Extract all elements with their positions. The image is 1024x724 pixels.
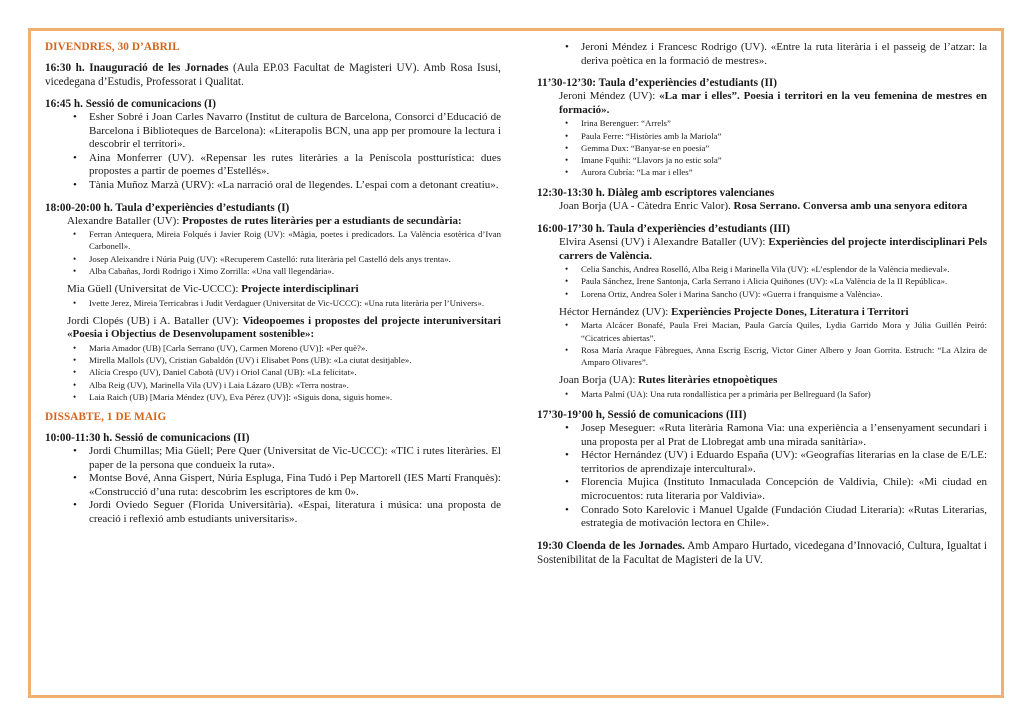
list-item: • Jeroni Méndez i Francesc Rodrigo (UV). «Entre la ruta literària i el passeig de l’atzar: la deriva poètica en la formació de mestres».: [559, 41, 987, 68]
list-item: • Florencia Mujica (Instituto Inmaculada Concepción de Valdivia, Chile): «Mi ciudad en microcuentos: ruta literaria por Valdivia».: [559, 476, 987, 503]
table-1-group-1-heading: Alexandre Bataller (UV): Propostes de rutes literàries per a estudiants de secundària:: [67, 214, 462, 227]
table-1-group-1-list: [45, 228, 501, 277]
list-item: • Alba Reig (UV), Marinella Vila (UV) i Laia Lázaro (UB): «Terra nostra».: [67, 379, 501, 391]
session-2-list: [45, 445, 501, 527]
list-item: • Rosa María Araque Fàbregues, Anna Escrig Escrig, Victor Giner Albero y Joan Gorrita. Estruch: “La Alzira de Amparo Olivares”.: [559, 344, 987, 368]
session-3-block: [537, 408, 987, 531]
list-item: • Aina Monferrer (UV). «Repensar les rutes literàries a la Peníscola postturística: dues propostes a partir de poemes d’Estellés».: [67, 152, 501, 179]
list-item: • Gemma Dux: “Banyar-se en poesia”: [559, 142, 987, 154]
list-item: • Lorena Ortiz, Andrea Soler i Marina Sancho (UV): «Guerra i franquisme a València».: [559, 288, 987, 300]
table-1-block: [45, 201, 501, 403]
list-item: • Imane Fquihi: “Llavors ja no estic sola”: [559, 154, 987, 166]
list-item: • Alícia Crespo (UV), Daniel Cabotà (UV) i Oriol Canal (UB): «La felicitat».: [67, 366, 501, 378]
dialog-block: [537, 186, 987, 214]
table-1-title: 18:00-20:00 h. Taula d’experiències d’estudiants (I): [45, 201, 290, 214]
closing-detail: Amb Amparo Hurtado, vicedegana d’Innovació, Cultura, Igualtat i Sostenibilitat de la Facultat de Magisteri de la UV.: [537, 539, 987, 566]
session-1-title: 16:45 h. Sessió de comunicacions (I): [45, 98, 216, 110]
list-item: • Maria Amador (UB) [Carla Serrano (UV), Carmen Moreno (UV)]: «Per què?».: [67, 342, 501, 354]
list-item: • Montse Bové, Anna Gispert, Núria Espluga, Fina Tudó i Pep Martorell (IES Martí Franquès): «Construcció d’una ruta: descobrim les escriptores de km 0».: [67, 472, 501, 499]
closing-text: [537, 539, 987, 567]
list-item: • Irina Berenguer: “Arrels”: [559, 117, 987, 129]
session-2-continued-list: [537, 41, 987, 68]
table-3-title: 16:00-17’30 h. Taula d’experiències d’estudiants (III): [537, 222, 790, 235]
list-item: • Marta Alcácer Bonafé, Paula Frei Macian, Paula García Quiles, Lydia Garrido Mora y Júlia Guillén Peiró: “Cicatrices abiertas”.: [559, 319, 987, 343]
list-item: • Aurora Cubría: “La mar i elles”: [559, 166, 987, 178]
table-3-group-2-list: [537, 319, 987, 368]
list-item: • Marta Palmí (UA): Una ruta rondallística per a primària per Bellreguard (la Safor): [559, 388, 987, 400]
day-heading-saturday: DISSABTE, 1 DE MAIG: [45, 410, 167, 423]
left-column: [45, 41, 501, 535]
table-3-group-1-heading: Elvira Asensi (UV) i Alexandre Bataller (UV): Experiències del projecte interdisciplinari Pels carrers de València.: [559, 235, 987, 262]
dialog-detail: Joan Borja (UA - Càtedra Enric Valor). Rosa Serrano. Conversa amb una senyora editora: [559, 200, 968, 213]
day-heading-friday: DIVENDRES, 30 D’ABRIL: [45, 41, 180, 53]
session-3-title: 17’30-19’00 h, Sessió de comunicacions (III): [537, 408, 747, 421]
table-3-block: [537, 222, 987, 400]
list-item: • Tània Muñoz Marzà (URV): «La narració oral de llegendes. L’espai com a detonant creatiu».: [67, 179, 501, 193]
table-3-group-1-list: [537, 263, 987, 300]
list-item: • Esher Sobré i Joan Carles Navarro (Institut de cultura de Barcelona, Consorci d’Educació de Barcelona i Biblioteques de Barcelona): «Literapolis BCN, una app per promoure la lectura i descobrir el territori».: [67, 111, 501, 152]
table-3-group-2-heading: Héctor Hernández (UV): Experiències Projecte Dones, Literatura i Territori: [559, 305, 909, 318]
session-2-continued: [537, 41, 987, 68]
table-2-list: [537, 117, 987, 178]
table-3-group-3-list: [537, 388, 987, 400]
session-1-block: [45, 97, 501, 193]
list-item: • Conrado Soto Karelovic i Manuel Ugalde (Fundación Ciudad Literaria): «Rutas Literarias, estrategia de motivación lectora en Chile».: [559, 504, 987, 531]
table-1-group-3-list: [45, 342, 501, 403]
list-item: • Jordi Oviedo Seguer (Florida Universitària). «Espai, literatura i música: una proposta de creació i reflexió amb estudiants universitaris».: [67, 499, 501, 526]
inauguration-title: 16:30 h. Inauguració de les Jornades: [45, 62, 229, 74]
session-2-block: [45, 431, 501, 527]
list-item: • Paula Sánchez, Irene Santonja, Carla Serrano i Alicia Quiñones (UV): «La València de la II República».: [559, 275, 987, 287]
table-1-group-2-list: [45, 297, 501, 309]
table-1-group-2-heading: Mia Güell (Universitat de Vic-UCCC): Projecte interdisciplinari: [67, 282, 359, 295]
dialog-title: 12:30-13:30 h. Diàleg amb escriptores valencianes: [537, 187, 775, 200]
list-item: • Jordi Chumillas; Mia Güell; Pere Quer (Universitat de Vic-UCCC): «TIC i rutes literàries. El paper de la persona que condueix la ruta».: [67, 445, 501, 472]
list-item: • Alba Cabañas, Jordi Rodrigo i Ximo Zorrilla: «Una vall llegendària».: [67, 265, 501, 277]
list-item: • Mirella Mallols (UV), Cristian Gabaldón (UV) i Elisabet Pons (UB): «La ciutat desitjable».: [67, 354, 501, 366]
table-2-heading: Jeroni Méndez (UV): «La mar i elles”. Poesia i territori en la veu femenina de mestres en formació».: [559, 90, 987, 116]
list-item: • Laia Raich (UB) [Maria Méndez (UV), Eva Pérez (UV)]: «Siguis dona, siguis home».: [67, 391, 501, 403]
session-2-title: 10:00-11:30 h. Sessió de comunicacions (II): [45, 431, 250, 444]
list-item: • Josep Aleixandre i Núria Puig (UV): «Recuperem Castelló: ruta literària pel Castelló dels anys trenta».: [67, 253, 501, 265]
session-1-list: [45, 111, 501, 193]
table-2-title: 11’30-12’30: Taula d’experiències d’estudiants (II): [537, 77, 777, 90]
table-1-group-3-heading: Jordi Clopés (UB) i A. Bataller (UV): Videopoemes i propostes del projecte interuniversitari «Poesia i Objectius de Desenvolupament sostenible»:: [67, 314, 501, 341]
right-column: [537, 41, 987, 575]
table-3-group-3-heading: Joan Borja (UA): Rutes literàries etnopoètiques: [559, 374, 778, 387]
inauguration-block: [45, 61, 501, 89]
list-item: • Paula Ferre: “Històries amb la Mariola”: [559, 130, 987, 142]
list-item: • Celia Sanchis, Andrea Roselló, Alba Reig i Marinella Vila (UV): «L’esplendor de la València medieval».: [559, 263, 987, 275]
list-item: • Ferran Antequera, Mireia Folqués i Javier Roig (UV): «Màgia, poetes i predicadors. La València esotèrica d’Ivan Carbonell».: [67, 228, 501, 252]
inauguration-detail: (Aula EP.03 Facultat de Magisteri UV). Amb Rosa Isusi, vicedegana d’Estudis, Professorat i Qualitat.: [45, 62, 501, 88]
session-3-list: [537, 422, 987, 531]
inauguration-text: [45, 61, 501, 89]
table-2-block: [537, 76, 987, 178]
closing-block: [537, 539, 987, 567]
program-frame: [28, 28, 1004, 698]
list-item: • Josep Meseguer: «Ruta literària Ramona Via: una experiència a l’ensenyament secundari i una proposta per al Prat de Llobregat amb una mirada sanitària».: [559, 422, 987, 449]
list-item: • Héctor Hernández (UV) i Eduardo España (UV): «Geografías literarias en la clase de E/LE: territorios de aprendizaje intercultural».: [559, 449, 987, 476]
list-item: • Ivette Jerez, Mireia Terricabras i Judit Verdaguer (Universitat de Vic-UCCC): «Una ruta literària per l’Univers».: [67, 297, 501, 309]
closing-title: 19:30 Cloenda de les Jornades.: [537, 539, 685, 552]
